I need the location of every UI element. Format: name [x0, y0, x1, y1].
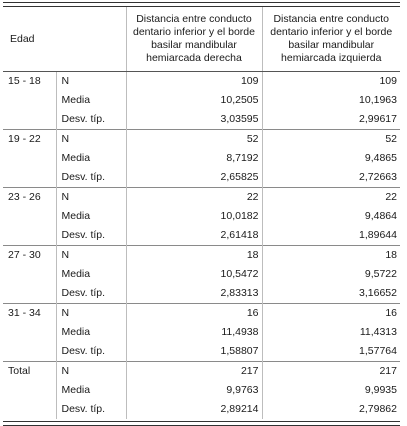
- left-value: 2,72663: [262, 168, 400, 188]
- left-value: 22: [262, 188, 400, 208]
- right-value: 22: [126, 188, 262, 208]
- left-value: 9,9935: [262, 381, 400, 400]
- age-group-23-26: [3, 188, 400, 246]
- right-header-line: basilar mandibular: [151, 39, 237, 51]
- statistic-label: Media: [61, 94, 91, 106]
- right-value: 10,5472: [126, 265, 262, 284]
- table-row: [3, 323, 400, 342]
- age-group-label: 31 - 34: [3, 304, 56, 362]
- left-value: 11,4313: [262, 323, 400, 342]
- left-value: 9,4865: [262, 149, 400, 168]
- right-value: 109: [126, 72, 262, 92]
- right-value: 2,61418: [126, 226, 262, 246]
- right-value: 11,4938: [126, 323, 262, 342]
- left-side-column-header: [262, 7, 400, 72]
- table-row: [3, 226, 400, 246]
- statistic-label: N: [56, 130, 126, 150]
- bottom-double-rule: [3, 421, 400, 426]
- table-row: [3, 381, 400, 400]
- table-row: [3, 110, 400, 130]
- statistic-label: Desv. típ.: [61, 113, 106, 125]
- statistic-label: Desv. típ.: [61, 345, 106, 357]
- age-group-19-22: [3, 130, 400, 188]
- age-group-label: 27 - 30: [3, 246, 56, 304]
- right-value: 18: [126, 246, 262, 266]
- left-value: 16: [262, 304, 400, 324]
- table-row: [3, 149, 400, 168]
- table-row: [3, 304, 400, 324]
- right-value: 9,9763: [126, 381, 262, 400]
- age-group-15-18: [3, 72, 400, 130]
- right-value: 2,65825: [126, 168, 262, 188]
- left-value: 1,57764: [262, 342, 400, 362]
- left-header-line: basilar mandibular: [288, 39, 375, 51]
- statistic-label: N: [56, 188, 126, 208]
- table-row: [3, 91, 400, 110]
- left-header-line: Distancia entre conducto: [273, 13, 390, 25]
- right-value: 217: [126, 362, 262, 382]
- right-value: 2,89214: [126, 400, 262, 419]
- statistic-label: Media: [61, 268, 91, 280]
- left-value: 10,1963: [262, 91, 400, 110]
- age-group-total: [3, 362, 400, 420]
- left-value: 109: [262, 72, 400, 92]
- left-header-line: dentario inferior y el borde: [270, 26, 393, 38]
- left-header-line: hemiarcada izquierda: [281, 52, 382, 64]
- right-value: 10,0182: [126, 207, 262, 226]
- statistic-label: Media: [61, 210, 91, 222]
- age-group-label: 19 - 22: [3, 130, 56, 188]
- statistic-label: Media: [61, 152, 91, 164]
- age-group-label: 15 - 18: [3, 72, 56, 130]
- left-value: 9,4864: [262, 207, 400, 226]
- statistic-column-header: [56, 7, 126, 72]
- statistic-label: N: [61, 75, 70, 87]
- left-value: 2,79862: [262, 400, 400, 419]
- right-header-line: Distancia entre conducto: [136, 13, 252, 25]
- age-group-label: 23 - 26: [3, 188, 56, 246]
- statistic-label: Desv. típ.: [61, 403, 106, 415]
- table-row: [3, 72, 400, 92]
- statistic-label: N: [56, 304, 126, 324]
- statistic-label: Media: [61, 326, 91, 338]
- statistic-label: N: [56, 362, 126, 382]
- table-row: [3, 342, 400, 362]
- right-value: 52: [126, 130, 262, 150]
- right-header-line: dentario inferior y el borde: [133, 26, 255, 38]
- right-value: 1,58807: [126, 342, 262, 362]
- right-value: 16: [126, 304, 262, 324]
- table-row: [3, 246, 400, 266]
- table-row: [3, 168, 400, 188]
- age-group-label: Total: [3, 362, 56, 420]
- left-value: 1,89644: [262, 226, 400, 246]
- left-value: 2,99617: [262, 110, 400, 130]
- right-value: 10,2505: [126, 91, 262, 110]
- header-row: [3, 7, 400, 72]
- statistic-label: Media: [61, 384, 91, 396]
- left-value: 18: [262, 246, 400, 266]
- table-row: [3, 362, 400, 382]
- table-row: [3, 265, 400, 284]
- right-value: 8,7192: [126, 149, 262, 168]
- table-row: [3, 130, 400, 150]
- statistic-label: Desv. típ.: [61, 171, 106, 183]
- right-value: 2,83313: [126, 284, 262, 304]
- statistics-table-container: [3, 2, 400, 426]
- statistic-label: N: [56, 246, 126, 266]
- left-value: 52: [262, 130, 400, 150]
- table-row: [3, 284, 400, 304]
- age-column-header: Edad: [3, 7, 56, 72]
- statistic-label: Desv. típ.: [61, 229, 106, 241]
- age-group-31-34: [3, 304, 400, 362]
- age-group-27-30: [3, 246, 400, 304]
- right-side-column-header: [126, 7, 262, 72]
- statistics-table: [3, 2, 400, 419]
- table-row: [3, 400, 400, 419]
- right-header-line: hemiarcada derecha: [146, 52, 242, 64]
- left-value: 3,16652: [262, 284, 400, 304]
- right-value: 3,03595: [126, 110, 262, 130]
- table-row: [3, 188, 400, 208]
- statistic-label: Desv. típ.: [61, 287, 106, 299]
- table-row: [3, 207, 400, 226]
- left-value: 217: [262, 362, 400, 382]
- left-value: 9,5722: [262, 265, 400, 284]
